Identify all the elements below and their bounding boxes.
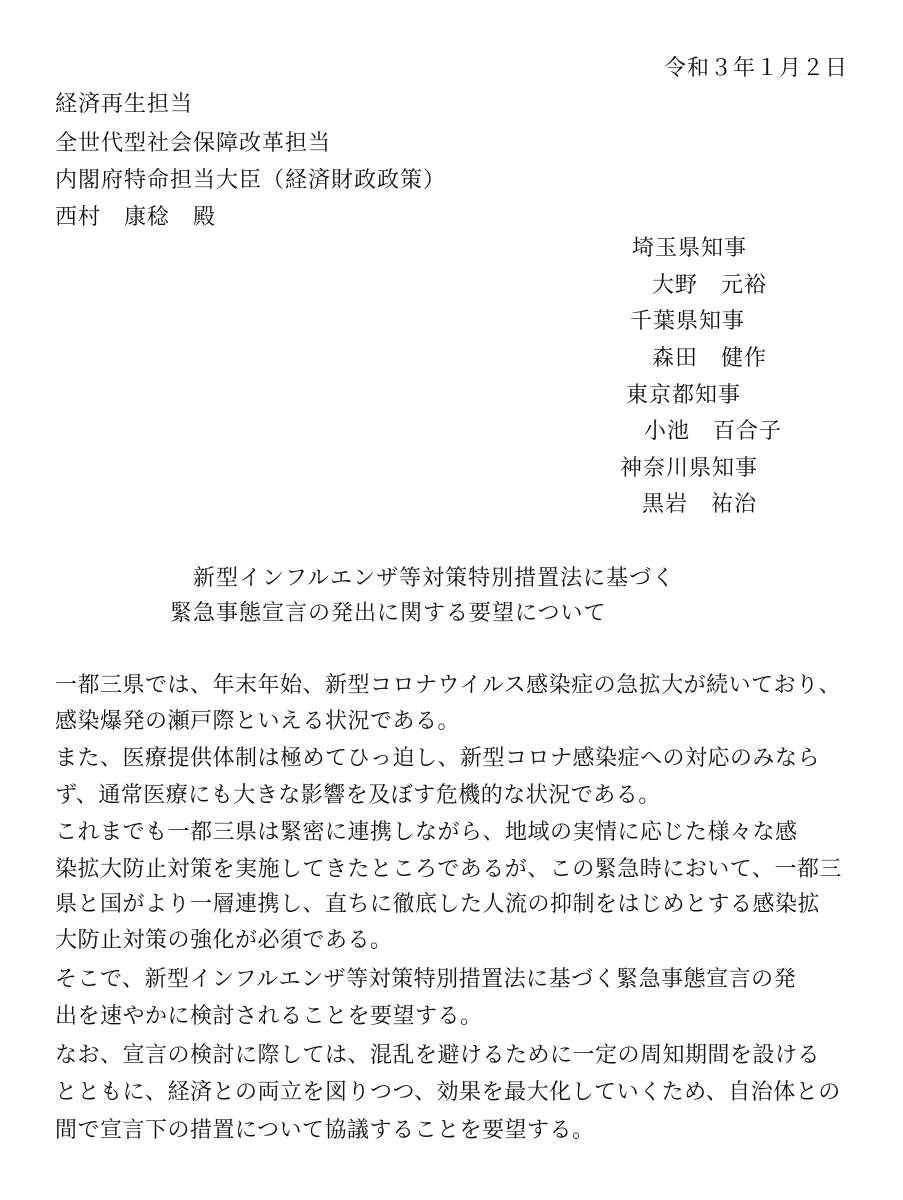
body-line: また、医療提供体制は極めてひっ迫し、新型コロナ感染症への対応のみなら [55,746,821,771]
body-line: 大防止対策の強化が必須である。 [55,928,393,953]
addressee-line: 経済再生担当 [55,92,194,117]
document-title-line: 新型インフルエンザ等対策特別措置法に基づく [193,566,676,591]
body-line: 間で宣言下の措置について協議することを要望する。 [55,1118,595,1143]
sender-name: 大野 元裕 [652,273,768,298]
body-line: ず、通常医療にも大きな影響を及ぼす危機的な状況である。 [55,783,661,808]
sender-title: 神奈川県知事 [620,456,759,481]
body-line: 出を速やかに検討されることを要望する。 [55,1004,483,1029]
sender-title: 千葉県知事 [630,309,746,334]
addressee-line: 内閣府特命担当大臣（経済財政政策） [55,168,447,193]
body-line: 染拡大防止対策を実施してきたところであるが、この緊急時において、一都三 [55,857,842,882]
sender-name: 森田 健作 [652,346,768,371]
body-line: とともに、経済との両立を図りつつ、効果を最大化していくため、自治体との [55,1080,841,1105]
sender-name: 黒岩 祐治 [642,492,758,517]
sender-title: 埼玉県知事 [632,236,748,261]
document-date: 令和３年１月２日 [664,56,849,81]
addressee-line: 全世代型社会保障改革担当 [55,131,332,156]
body-line: 一都三県では、年末年始、新型コロナウイルス感染症の急拡大が続いており、 [55,673,842,698]
body-line: なお、宣言の検討に際しては、混乱を避けるために一定の周知期間を設ける [55,1043,821,1068]
body-line: そこで、新型インフルエンザ等対策特別措置法に基づく緊急事態宣言の発 [55,967,797,992]
body-line: 県と国がより一層連携し、直ちに徹底した人流の抑制をはじめとする感染拡 [55,892,821,917]
sender-name: 小池 百合子 [644,419,783,444]
body-line: 感染爆発の瀬戸際といえる状況である。 [55,709,461,734]
sender-title: 東京都知事 [626,383,742,408]
body-line: これまでも一都三県は緊密に連携しながら、地域の実情に応じた様々な感 [55,820,798,845]
document-title-line: 緊急事態宣言の発出に関する要望について [170,601,607,626]
addressee-name: 西村 康稔 殿 [55,205,217,230]
